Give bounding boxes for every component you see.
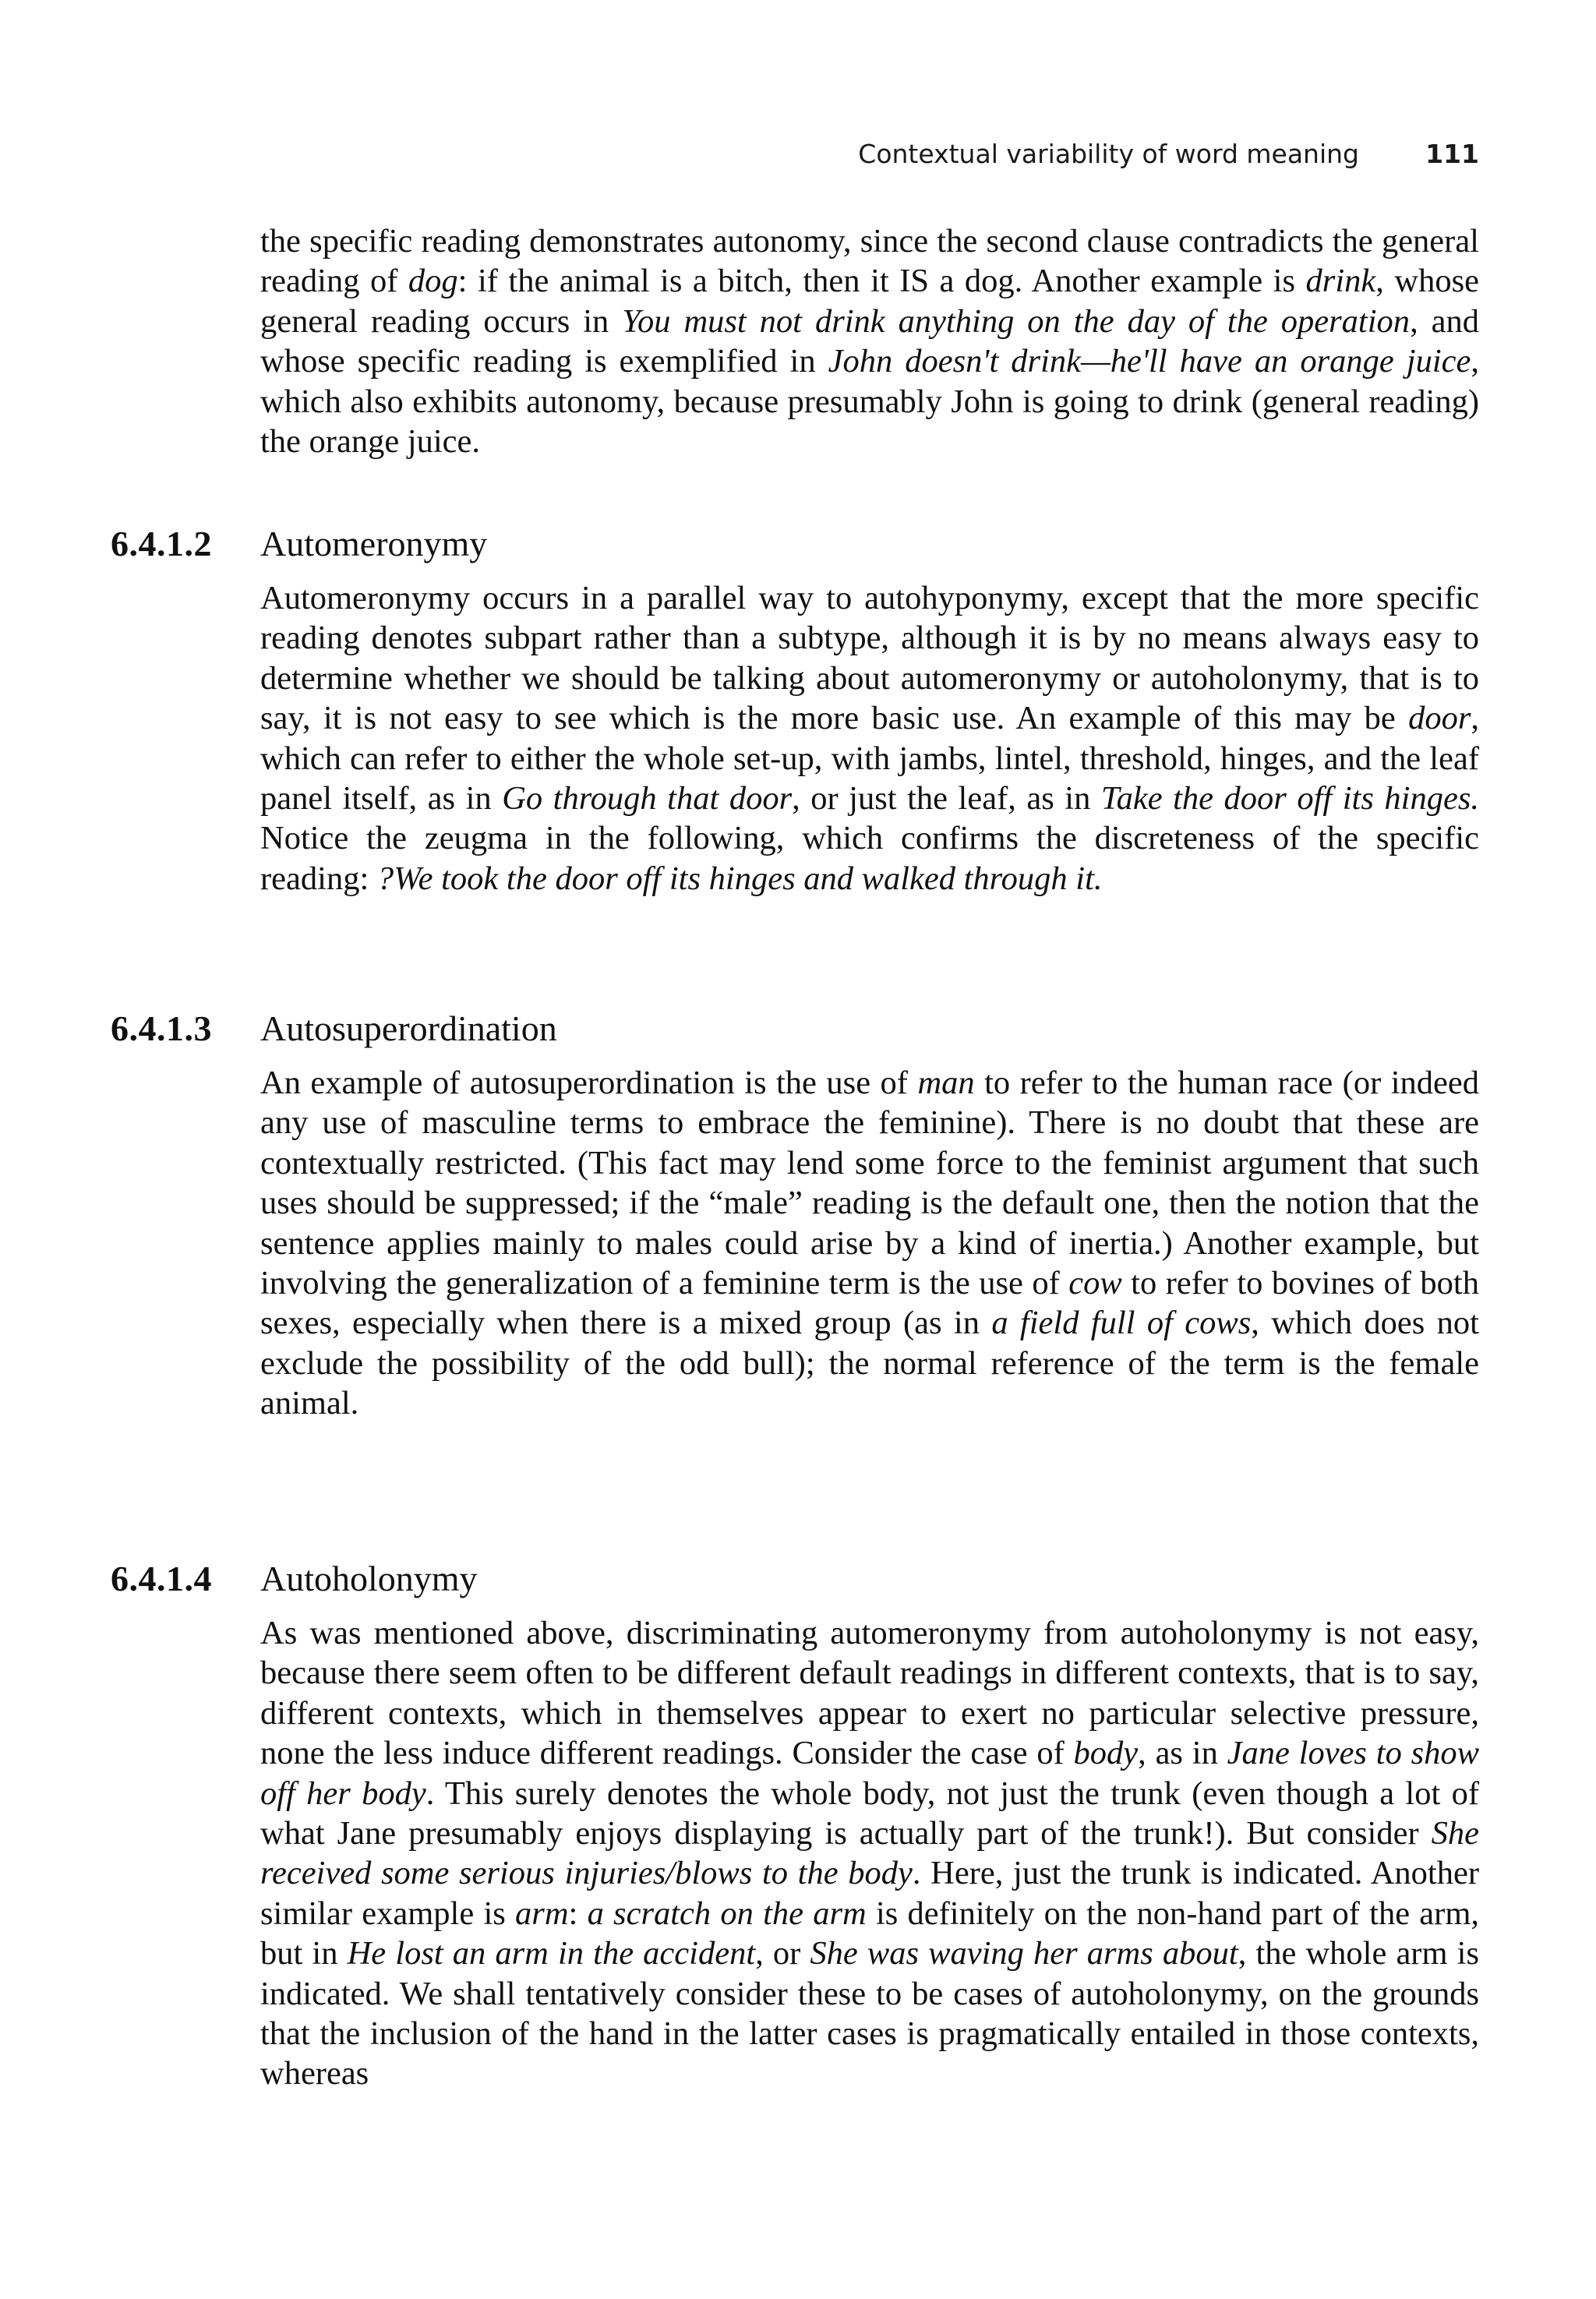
section-number: 6.4.1.4 [111, 1559, 212, 1598]
section-body-autosuperordination: An example of autosuperordination is the use of man to refer to the human race (or indeed any use of masculine terms to embrace the feminine). There is no doubt that these are contextually restricted. (This fact may lend some force to the feminist argument that such uses should be suppressed; if the “male” reading is the default one, then the notion that the sentence applies mainly to males could arise by a kind of inertia.) Another example, but involving the generalization of a feminine term is the use of cow to refer to bovines of both sexes, especially when there is a mixed group (as in a field full of cows, which does not exclude the possibility of the odd bull); the normal reference of the term is the female animal. [260, 1065, 1480, 1422]
section-title: Autosuperordination [260, 1008, 557, 1048]
section-heading-autoholonymy [111, 1556, 812, 1602]
section-body-automeronymy: Automeronymy occurs in a parallel way to autohyponymy, except that the more specific reading denotes subpart rather than a subtype, although it is by no means always easy to determine whether we should be talking about automeronymy or autoholonymy, that is to say, it is not easy to see which is the more basic use. An example of this may be door, which can refer to either the whole set-up, with jambs, lintel, threshold, hinges, and the leaf panel itself, as in Go through that door, or just the leaf, as in Take the door off its hinges. Notice the zeugma in the following, which confirms the discreteness of the specific reading: ?We took the door off its hinges and walked through it. [260, 580, 1479, 897]
section-heading-automeronymy [111, 521, 812, 567]
section-title: Autoholonymy [260, 1559, 478, 1598]
intro-paragraph: the specific reading demonstrates autonomy, since the second clause contradicts the general reading of dog: if the animal is a bitch, then it IS a dog. Another example is drink, whose general reading occurs in You must not drink anything on the day of the operation, and whose specific reading is exemplified in John doesn't drink—he'll have an orange juice, which also exhibits autonomy, because presumably John is going to drink (general reading) the orange juice. [260, 223, 1479, 461]
page-number: 111 [1425, 139, 1479, 169]
section-number: 6.4.1.3 [111, 1008, 212, 1048]
section-body-autoholonymy: As was mentioned above, discriminating automeronymy from autoholonymy is not easy, because there seem often to be different default readings in different contexts, that is to say, different contexts, which in themselves appear to exert no particular selective pressure, none the less induce different readings. Consider the case of body, as in Jane loves to show off her body. This surely denotes the whole body, not just the trunk (even though a lot of what Jane presumably enjoys displaying is actually part of the trunk!). But consider She received some serious injuries/blows to the body. Here, just the trunk is indicated. Another similar example is arm: a scratch on the arm is definitely on the non-hand part of the arm, but in He lost an arm in the accident, or She was waving her arms about, the whole arm is indicated. We shall tentatively consider these to be cases of autoholonymy, on the grounds that the inclusion of the hand in the latter cases is pragmatically entailed in those contexts, whereas [260, 1615, 1480, 2092]
section-title: Automeronymy [260, 524, 488, 563]
running-head [260, 134, 1479, 175]
section-heading-autosuperordination [111, 1005, 812, 1052]
running-head-title: Contextual variability of word meaning [858, 139, 1359, 169]
section-number: 6.4.1.2 [111, 524, 212, 563]
